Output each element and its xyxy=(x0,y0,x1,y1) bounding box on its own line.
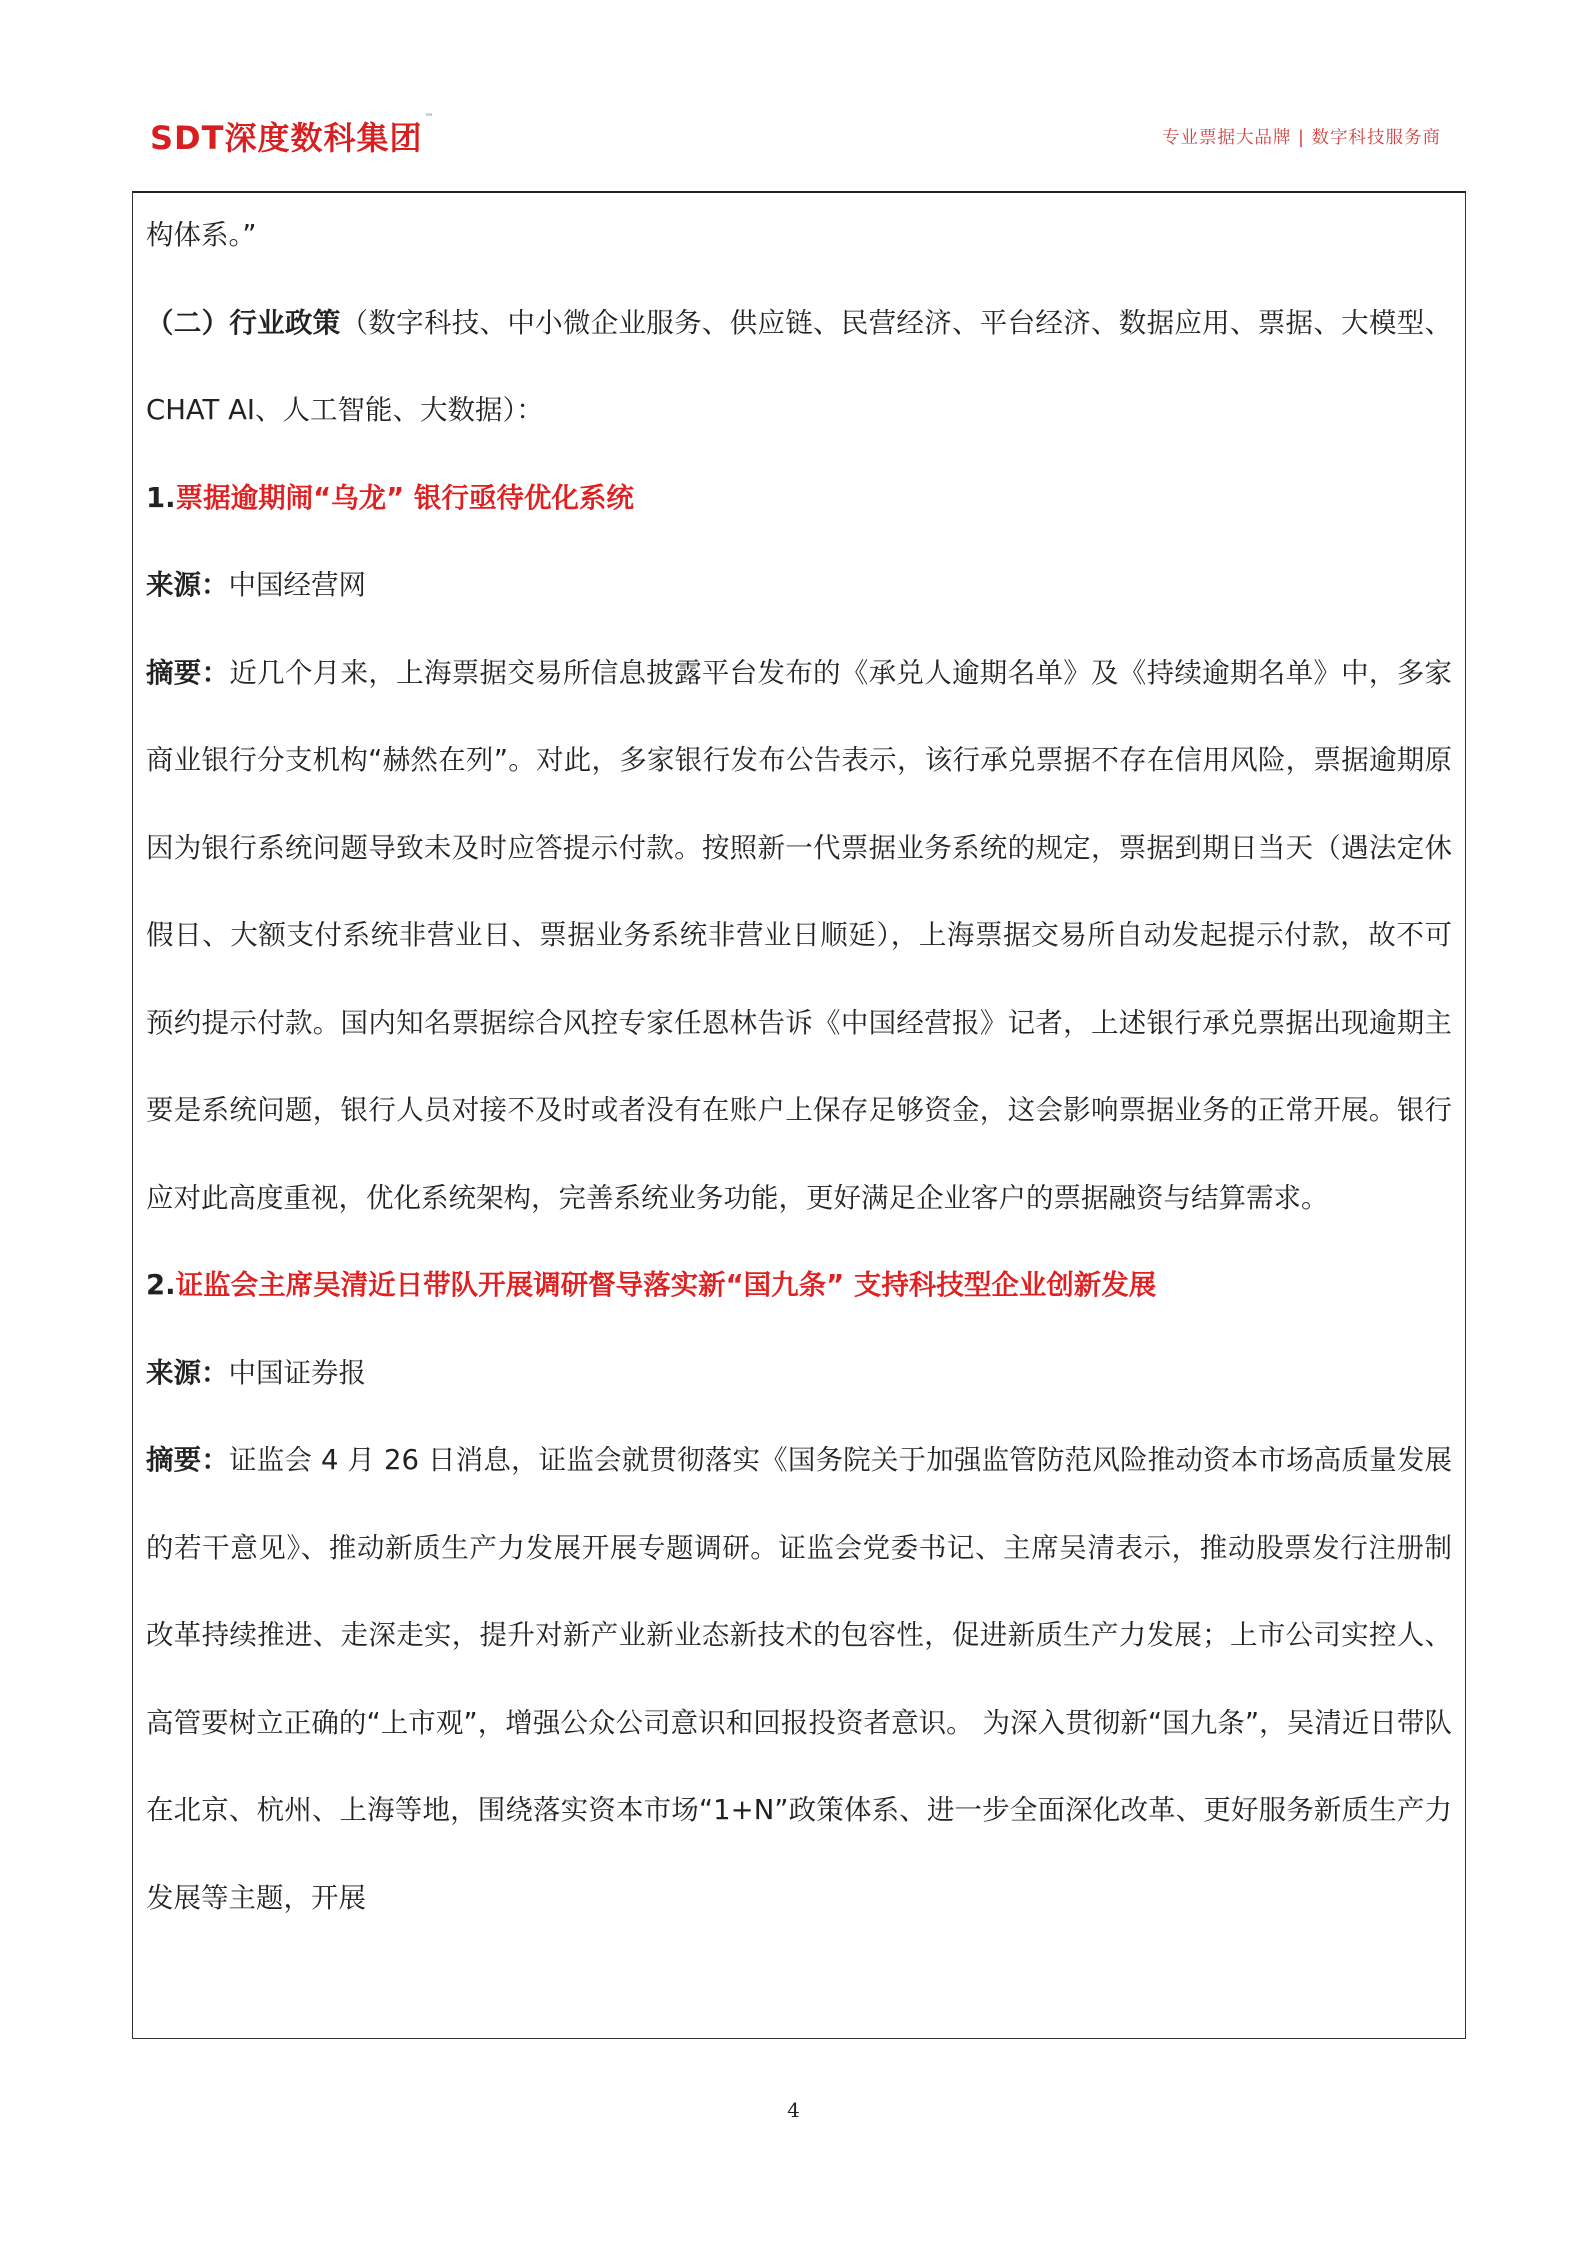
article-1-source-label: 来源： xyxy=(146,569,229,601)
section-title-rest: （数字科技、中小微企业服务、供应链、民营经济、平台经济、数据应用、票据、大模型、CHAT AI、人工智能、大数据）： xyxy=(146,306,1453,426)
article-2-summary-text: 证监会 4 月 26 日消息，证监会就贯彻落实《国务院关于加强监管防范风险推动资本市场高质量发展的若干意见》、推动新质生产力发展开展专题调研。证监会党委书记、主席吴清表示，推动股票发行注册制改革持续推进、走深走实，提升对新产业新业态新技术的包容性，促进新质生产力发展；上市公司实控人、高管要树立正确的“上市观”，增强公众公司意识和回报投资者意识。 为深入贯彻新“国九条”，吴清近日带队在北京、杭州、上海等地，围绕落实资本市场“1+N”政策体系、进一步全面深化改革、更好服务新质生产力发展等主题，开展 xyxy=(146,1444,1452,1914)
continued-line: 构体系。” xyxy=(146,219,257,251)
header-slogan: 专业票据大品牌 | 数字科技服务商 xyxy=(1161,128,1441,148)
article-1-summary xyxy=(146,630,1452,1243)
trademark-mark: ™ xyxy=(424,113,435,123)
article-2-source xyxy=(146,1330,1452,1418)
article-2-title xyxy=(146,1242,1452,1330)
article-1-source xyxy=(146,542,1452,630)
section-title-bold: （二）行业政策 xyxy=(146,306,341,339)
article-2-title-text: 证监会主席吴清近日带队开展调研督导落实新“国九条” 支持科技型企业创新发展 xyxy=(175,1269,1157,1301)
logo-text: SDT深度数科集团 xyxy=(150,119,423,157)
article-1-summary-text: 近几个月来，上海票据交易所信息披露平台发布的《承兑人逾期名单》及《持续逾期名单》中，多家商业银行分支机构“赫然在列”。对此，多家银行发布公告表示，该行承兑票据不存在信用风险，票据逾期原因为银行系统问题导致未及时应答提示付款。按照新一代票据业务系统的规定，票据到期日当天（遇法定休假日、大额支付系统非营业日、票据业务系统非营业日顺延），上海票据交易所自动发起提示付款，故不可预约提示付款。国内知名票据综合风控专家任恩林告诉《中国经营报》记者，上述银行承兑票据出现逾期主要是系统问题，银行人员对接不及时或者没有在账户上保存足够资金，这会影响票据业务的正常开展。银行应对此高度重视，优化系统架构，完善系统业务功能，更好满足企业客户的票据融资与结算需求。 xyxy=(146,656,1453,1214)
article-1-source-value: 中国经营网 xyxy=(228,569,366,601)
article-2-number: 2. xyxy=(146,1269,176,1301)
section-heading xyxy=(146,280,1452,455)
article-2-summary xyxy=(146,1417,1452,1942)
article-2-source-label: 来源： xyxy=(146,1356,229,1389)
article-1-number: 1. xyxy=(146,481,176,514)
article-1-title xyxy=(146,455,1452,543)
article-1-summary-label: 摘要： xyxy=(146,656,230,689)
article-2-summary-label: 摘要： xyxy=(146,1444,230,1476)
page-number: 4 xyxy=(787,2098,800,2122)
company-logo xyxy=(150,113,434,159)
article-2-source-value: 中国证券报 xyxy=(228,1356,366,1389)
document-body xyxy=(146,192,1452,1942)
article-1-title-text: 票据逾期闹“乌龙” 银行亟待优化系统 xyxy=(175,481,634,514)
